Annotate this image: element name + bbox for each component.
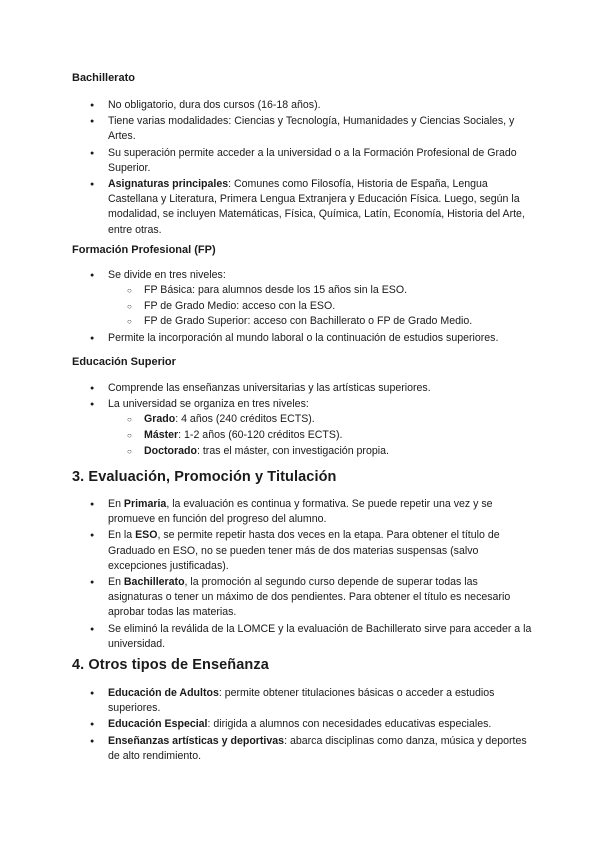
item-text: No obligatorio, dura dos cursos (16-18 años). — [108, 99, 321, 111]
list-item — [0, 497, 600, 527]
list-section-4 — [0, 686, 600, 765]
list-item — [0, 146, 600, 176]
sublist-item: ○ FP de Grado Medio: acceso con la ESO. — [108, 299, 534, 315]
item-text: : tras el máster, con investigación propia. — [196, 444, 389, 457]
item-text: Comprende las enseñanzas universitarias y las artísticas superiores. — [108, 382, 431, 394]
list-item — [0, 331, 600, 346]
heading-fp: Formación Profesional (FP) — [72, 244, 216, 256]
list-item — [0, 528, 600, 574]
item-text: Se eliminó la reválida de la LOMCE y la evaluación de Bachillerato sirve para acceder a la universidad. — [108, 622, 532, 650]
item-text: Su superación permite acceder a la universidad o a la Formación Profesional de Grado Superior. — [108, 146, 517, 174]
sublist-item: ○ FP Básica: para alumnos desde los 15 años sin la ESO. — [108, 283, 534, 299]
section-4-title: 4. Otros tipos de Enseñanza — [72, 657, 269, 673]
item-bold: Educación Especial — [108, 718, 208, 731]
list-item — [0, 98, 600, 113]
sublist-fp — [108, 283, 534, 330]
item-text: : 1-2 años (60-120 créditos ECTS). — [178, 429, 343, 441]
list-section-3 — [0, 497, 600, 653]
item-bold: Máster — [144, 429, 179, 441]
list-item — [0, 686, 600, 716]
item-text: , se permite repetir hasta dos veces en la etapa. Para obtener el título de Graduado en ESO, no se pueden tener más de dos materias suspensas (salvo excepciones justificadas). — [108, 529, 500, 572]
item-pre: En la — [108, 529, 136, 542]
list-item — [0, 381, 600, 396]
sublist-item — [108, 412, 534, 428]
list-item — [0, 622, 600, 652]
item-bold: Primaria — [123, 498, 167, 510]
sublist-item — [108, 444, 534, 460]
item-text: : permite obtener titulaciones básicas o acceder a estudios superiores. — [108, 687, 495, 715]
item-bold: Grado — [144, 413, 176, 426]
sublist-item — [108, 428, 534, 444]
item-bold: Enseñanzas artísticas y deportivas — [108, 734, 285, 747]
list-item — [0, 717, 600, 732]
item-bold: Bachillerato — [123, 576, 185, 589]
item-text: Se divide en tres niveles: — [108, 269, 226, 281]
item-pre: En — [108, 576, 124, 589]
list-item — [0, 114, 600, 144]
item-bold: Doctorado — [144, 444, 197, 457]
item-text: , la evaluación es continua y formativa. Se puede repetir una vez y se promueve en función del progreso del alumno. — [108, 498, 493, 526]
item-pre: En — [108, 498, 124, 510]
list-bachillerato — [0, 98, 600, 239]
item-text: Permite la incorporación al mundo laboral o la continuación de estudios superiores. — [108, 331, 499, 344]
item-text: Tiene varias modalidades: Ciencias y Tecnología, Humanidades y Ciencias Sociales, y Artes. — [108, 115, 515, 143]
item-text: : abarca disciplinas como danza, música y deportes de alto rendimiento. — [108, 734, 527, 762]
item-text: : Comunes como Filosofía, Historia de España, Lengua Castellana y Literatura, Primera Lengua Extranjera y Educación Física. Luego, según la modalidad, se incluyen Matemáticas, Física, Química, Latín, Economía, Historia del Arte, entre otras. — [108, 178, 525, 236]
sublist-item: ○ FP de Grado Superior: acceso con Bachillerato o FP de Grado Medio. — [108, 314, 534, 330]
list-item — [0, 177, 600, 238]
item-text: La universidad se organiza en tres niveles: — [108, 398, 309, 411]
list-superior — [0, 381, 600, 460]
item-bold: Educación de Adultos — [108, 687, 219, 699]
item-bold: Asignaturas principales — [108, 178, 229, 191]
item-text: : dirigida a alumnos con necesidades educativas especiales. — [207, 718, 492, 731]
section-3-title: 3. Evaluación, Promoción y Titulación — [72, 469, 337, 485]
list-item — [0, 734, 600, 764]
heading-educacion-superior: Educación Superior — [72, 356, 176, 368]
item-bold: ESO — [135, 529, 158, 542]
list-fp — [0, 268, 600, 347]
list-item — [0, 397, 600, 459]
list-item — [0, 268, 600, 330]
item-text: : 4 años (240 créditos ECTS). — [175, 413, 315, 426]
sublist-superior — [108, 412, 534, 459]
item-text: , la promoción al segundo curso depende de superar todas las asignaturas o tener un máximo de dos pendientes. Para obtener el título es necesario aprobar todas las materias. — [108, 576, 511, 619]
list-item — [0, 575, 600, 621]
heading-bachillerato: Bachillerato — [72, 72, 135, 84]
